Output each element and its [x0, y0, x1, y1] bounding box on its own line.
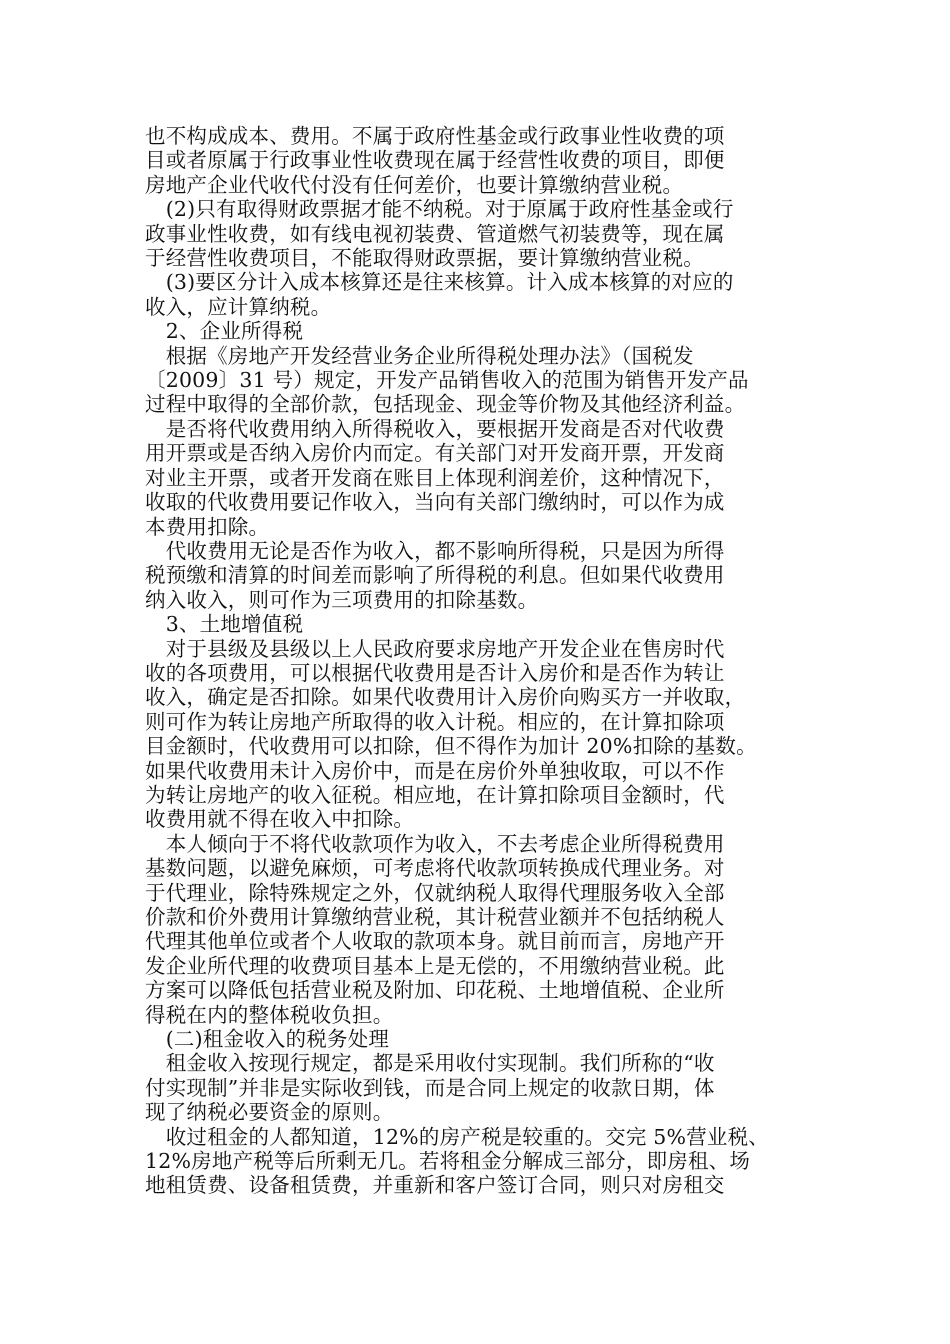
text-line: 对业主开票，或者开发商在账目上体现利润差价，这种情况下， — [145, 465, 725, 490]
paragraph — [145, 344, 805, 417]
text-line: 3、土地增值税 — [145, 612, 304, 637]
text-line: 是否将代收费用纳入所得税收入，要根据开发商是否对代收费 — [145, 416, 725, 441]
text-line: 代收费用无论是否作为收入，都不影响所得税，只是因为所得 — [145, 538, 725, 563]
text-line: 付实现制”并非是实际收到钱，而是合同上规定的收款日期，体 — [145, 1075, 715, 1100]
paragraph — [145, 1051, 805, 1124]
text-line: 收入，确定是否扣除。如果代收费用计入房价向购买方一并收取， — [145, 685, 746, 710]
paragraph — [145, 637, 805, 832]
text-line: 收的各项费用，可以根据代收费用是否计入房价和是否作为转让 — [145, 660, 725, 685]
text-line: 房地产企业代收代付没有任何差价，也要计算缴纳营业税。 — [145, 172, 684, 197]
text-line: 本费用扣除。 — [145, 514, 270, 539]
text-line: 则可作为转让房地产所取得的收入计税。相应的，在计算扣除项 — [145, 709, 725, 734]
text-line: 收过租金的人都知道，12%的房产税是较重的。交完 5%营业税、 — [145, 1124, 770, 1149]
text-line: 代理其他单位或者个人收取的款项本身。就目前而言，房地产开 — [145, 929, 725, 954]
text-line: 2、企业所得税 — [145, 319, 304, 344]
text-line: 用开票或是否纳入房价内而定。有关部门对开发商开票，开发商 — [145, 441, 725, 466]
paragraph — [145, 1125, 805, 1198]
text-line: 对于县级及县级以上人民政府要求房地产开发企业在售房时代 — [145, 636, 725, 661]
text-line: 税预缴和清算的时间差而影响了所得税的利息。但如果代收费用 — [145, 563, 725, 588]
text-line: 也不构成成本、费用。不属于政府性基金或行政事业性收费的项 — [145, 124, 725, 148]
text-line: 过程中取得的全部价款，包括现金、现金等价物及其他经济利益。 — [145, 392, 746, 417]
paragraph — [145, 1027, 805, 1051]
text-line: 现了纳税必要资金的原则。 — [145, 1100, 394, 1125]
document-body — [145, 124, 805, 1198]
text-line: (2)只有取得财政票据才能不纳税。对于原属于政府性基金或行 — [145, 197, 734, 222]
text-line: 目金额时，代收费用可以扣除，但不得作为加计 20%扣除的基数。 — [145, 734, 757, 759]
text-line: 〔2009〕31 号）规定，开发产品销售收入的范围为销售开发产品 — [145, 368, 749, 393]
text-line: 价款和价外费用计算缴纳营业税，其计税营业额并不包括纳税人 — [145, 905, 725, 929]
paragraph — [145, 319, 805, 343]
paragraph — [145, 539, 805, 612]
text-line: 收入，应计算纳税。 — [145, 294, 332, 319]
text-line: 发企业所代理的收费项目基本上是无偿的，不用缴纳营业税。此 — [145, 953, 725, 978]
text-line: 租金收入按现行规定，都是采用收付实现制。我们所称的“收 — [145, 1051, 715, 1076]
text-line: 纳入收入，则可作为三项费用的扣除基数。 — [145, 587, 539, 612]
text-line: (二)租金收入的税务处理 — [145, 1027, 390, 1052]
text-line: 于代理业，除特殊规定之外，仅就纳税人取得代理服务收入全部 — [145, 880, 725, 905]
text-line: 如果代收费用未计入房价中，而是在房价外单独收取，可以不作 — [145, 758, 725, 783]
paragraph — [145, 124, 805, 197]
paragraph — [145, 417, 805, 539]
text-line: 于经营性收费项目，不能取得财政票据，要计算缴纳营业税。 — [145, 246, 704, 271]
paragraph — [145, 832, 805, 1027]
text-line: 收费用就不得在收入中扣除。 — [145, 807, 415, 832]
text-line: 本人倾向于不将代收款项作为收入，不去考虑企业所得税费用 — [145, 831, 725, 856]
text-line: 收取的代收费用要记作收入，当向有关部门缴纳时，可以作为成 — [145, 490, 725, 515]
text-line: 基数问题，以避免麻烦，可考虑将代收款项转换成代理业务。对 — [145, 856, 725, 881]
text-line: 12%房地产税等后所剩无几。若将租金分解成三部分，即房租、场 — [145, 1149, 751, 1174]
paragraph — [145, 612, 805, 636]
paragraph — [145, 197, 805, 270]
text-line: 地租赁费、设备租赁费，并重新和客户签订合同，则只对房租交 — [145, 1173, 725, 1198]
text-line: 得税在内的整体税收负担。 — [145, 1002, 394, 1027]
paragraph — [145, 270, 805, 319]
text-line: 政事业性收费，如有线电视初装费、管道燃气初装费等，现在属 — [145, 221, 725, 246]
text-line: 为转让房地产的收入征税。相应地，在计算扣除项目金额时，代 — [145, 782, 725, 807]
text-line: 方案可以降低包括营业税及附加、印花税、土地增值税、企业所 — [145, 978, 725, 1003]
text-line: 目或者原属于行政事业性收费现在属于经营性收费的项目，即便 — [145, 148, 725, 173]
text-line: 根据《房地产开发经营业务企业所得税处理办法》（国税发 — [145, 343, 694, 368]
text-line: (3)要区分计入成本核算还是往来核算。计入成本核算的对应的 — [145, 270, 734, 295]
